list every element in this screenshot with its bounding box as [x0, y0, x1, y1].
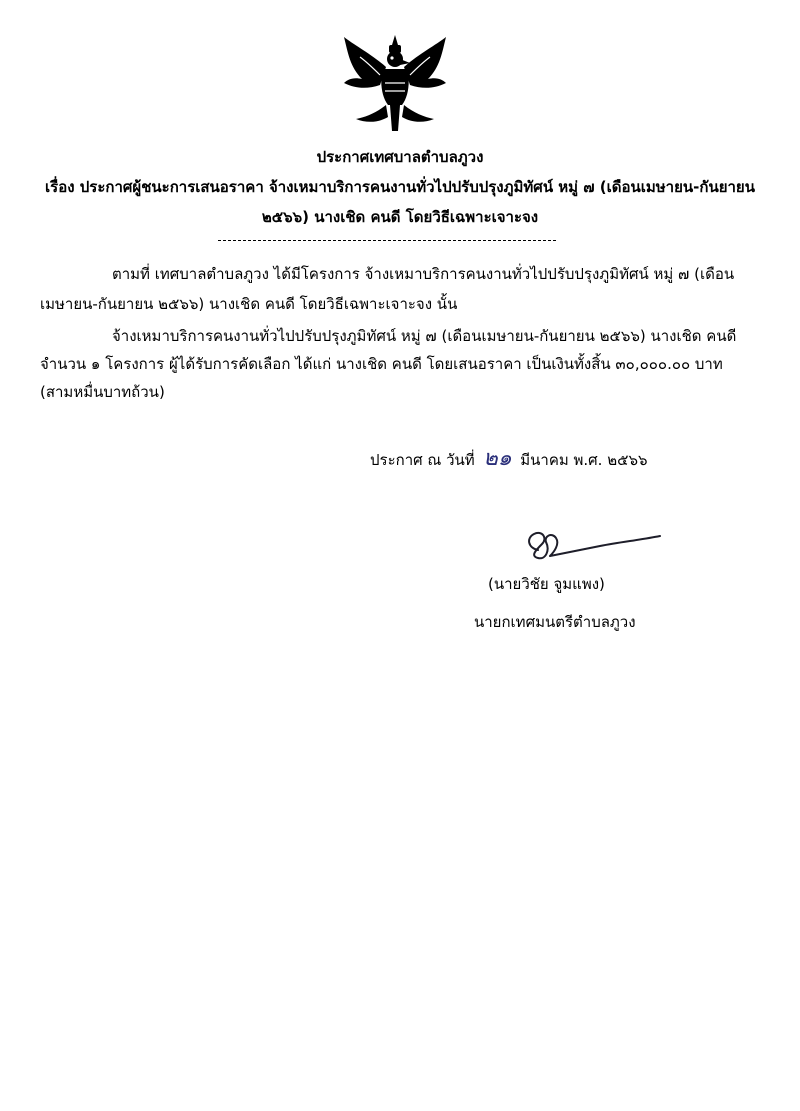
date-suffix: มีนาคม พ.ศ. ๒๕๖๖ [520, 451, 648, 469]
signer-position: นายกเทศมนตรีตำบลภูวง [474, 613, 636, 631]
paragraph-2-line-1: จ้างเหมาบริการคนงานทั่วไปปรับปรุงภูมิทัศน์ หมู่ ๗ (เดือนเมษายน-กันยายน ๒๕๖๖) นางเชิด คนดี [112, 327, 737, 345]
announcement-date [370, 440, 648, 475]
date-prefix: ประกาศ ณ วันที่ [370, 451, 475, 469]
signer-name: (นายวิชัย จูมแพง) [488, 575, 605, 593]
paragraph-2-line-3: (สามหมื่นบาทถ้วน) [40, 383, 165, 401]
subject-line-2: ๒๕๖๖) นางเชิด คนดี โดยวิธีเฉพาะเจาะจง [261, 208, 539, 226]
garuda-emblem-icon [340, 33, 450, 133]
document-title: ประกาศเทศบาลตำบลภูวง [316, 148, 484, 166]
handwritten-day: ๒๑ [483, 446, 512, 471]
paragraph-1-line-2: เมษายน-กันยายน ๒๕๖๖) นางเชิด คนดี โดยวิธีเฉพาะเจาะจง นั้น [40, 295, 458, 313]
subject-line-1: เรื่อง ประกาศผู้ชนะการเสนอราคา จ้างเหมาบริการคนงานทั่วไปปรับปรุงภูมิทัศน์ หมู่ ๗ (เดือนเมษายน-กันยายน [45, 178, 755, 196]
paragraph-1-line-1: ตามที่ เทศบาลตำบลภูวง ได้มีโครงการ จ้างเหมาบริการคนงานทั่วไปปรับปรุงภูมิทัศน์ หมู่ ๗ (เดือน [112, 265, 735, 283]
paragraph-2-line-2: จำนวน ๑ โครงการ ผู้ได้รับการคัดเลือก ได้แก่ นางเชิด คนดี โดยเสนอราคา เป็นเงินทั้งสิ้น ๓๐,๐๐๐.๐๐ บาท [40, 355, 723, 373]
dashed-divider [218, 240, 556, 241]
handwritten-signature-icon [520, 520, 665, 565]
